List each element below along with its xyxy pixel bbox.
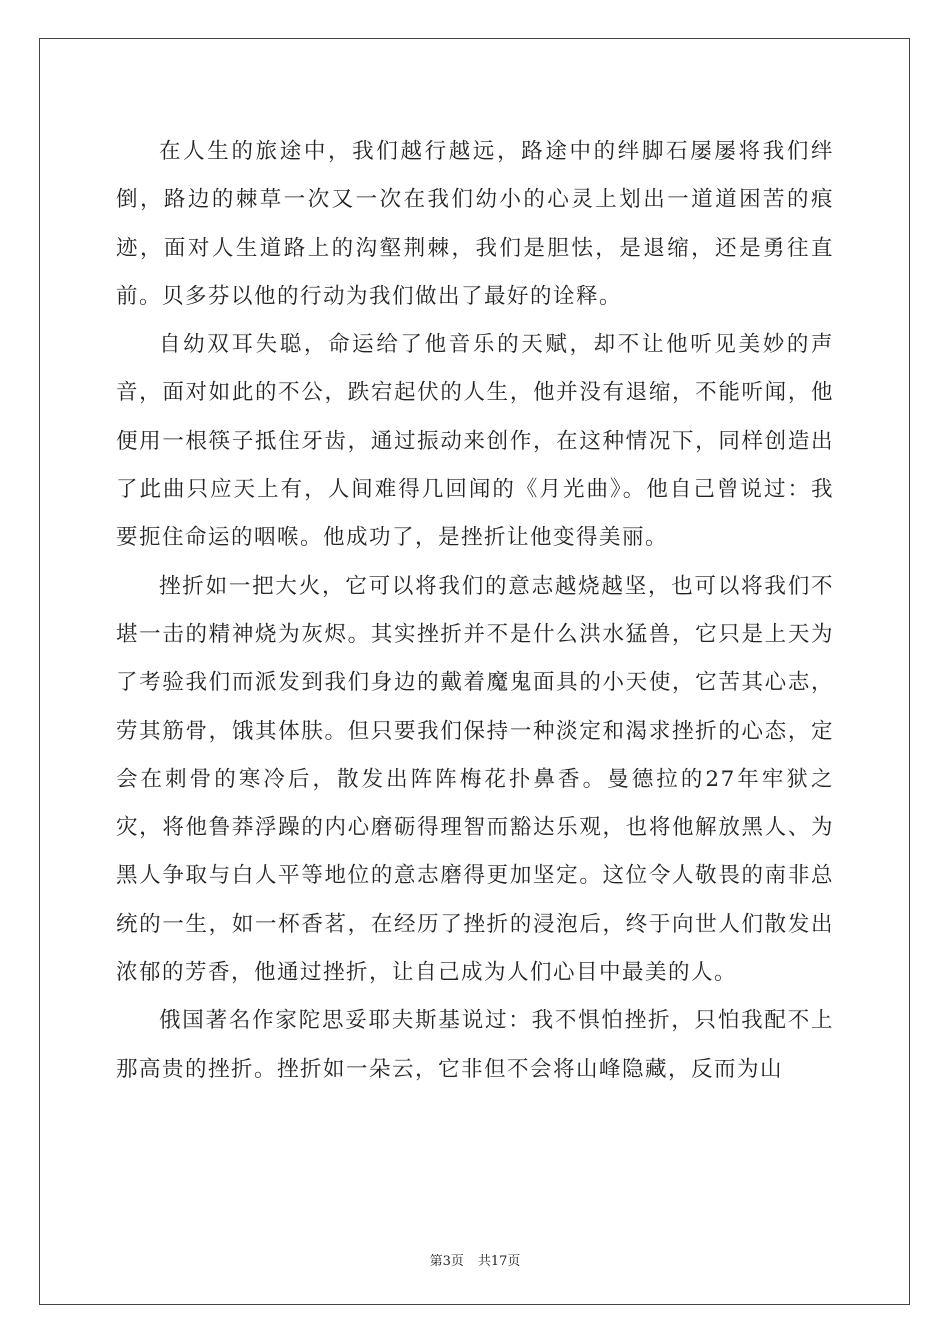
page-total: 共17页 [477, 1254, 521, 1269]
paragraph-3: 挫折如一把大火，它可以将我们的意志越烧越坚，也可以将我们不堪一击的精神烧为灰烬。其实挫折并不是什么洪水猛兽，它只是上天为了考验我们而派发到我们身边的戴着魔鬼面具的小天使，它苦其心志，劳其筋骨，饿其体肤。但只要我们保持一种淡定和渴求挫折的心态，定会在刺骨的寒冷后，散发出阵阵梅花扑鼻香。曼德拉的27年牢狱之灾，将他鲁莽浮躁的内心磨砺得理智而豁达乐观，也将他解放黑人、为黑人争取与白人平等地位的意志磨得更加坚定。这位令人敬畏的南非总统的一生，如一杯香茗，在经历了挫折的浸泡后，终于向世人们散发出浓郁的芳香，他通过挫折，让自己成为人们心目中最美的人。 [116, 573, 834, 986]
page-footer [0, 1250, 950, 1269]
paragraph-1: 在人生的旅途中，我们越行越远，路途中的绊脚石屡屡将我们绊倒，路边的棘草一次又一次在我们幼小的心灵上划出一道道困苦的痕迹，面对人生道路上的沟壑荆棘，我们是胆怯，是退缩，还是勇往直前。贝多芬以他的行动为我们做出了最好的诠释。 [116, 139, 834, 309]
paragraph-4: 俄国著名作家陀思妥耶夫斯基说过：我不惧怕挫折，只怕我配不上那高贵的挫折。挫折如一朵云，它非但不会将山峰隐藏，反而为山 [116, 1008, 834, 1082]
page-number: 第3页 [429, 1254, 464, 1269]
document-body [116, 128, 834, 1094]
paragraph-2: 自幼双耳失聪，命运给了他音乐的天赋，却不让他听见美妙的声音，面对如此的不公，跌宕起伏的人生，他并没有退缩，不能听闻，他便用一根筷子抵住牙齿，通过振动来创作，在这种情况下，同样创造出了此曲只应天上有，人间难得几回闻的《月光曲》。他自己曾说过：我要扼住命运的咽喉。他成功了，是挫折让他变得美丽。 [116, 332, 834, 551]
